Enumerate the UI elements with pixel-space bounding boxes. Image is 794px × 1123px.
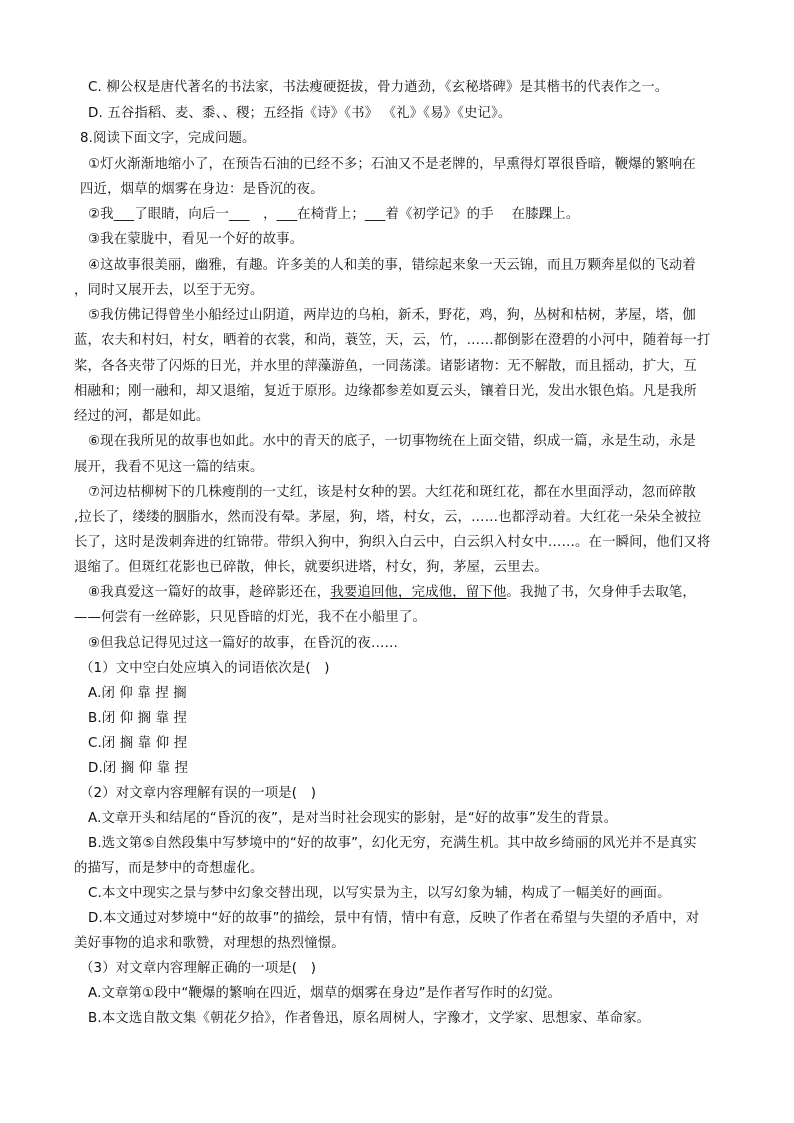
sub3-option-a: A.文章第①段中“鞭爆的繁响在四近，烟草的烟雾在身边”是作者写作时的幻觉。 — [88, 986, 562, 1001]
passage-p6-line1: ⑥现在我所见的故事也如此。水中的青天的底子，一切事物统在上面交错，织成一篇，永是生动，永是 — [88, 434, 696, 449]
passage-p7-line4: 退缩了。但斑红花影也已碎散，伸长，就要织进塔，村女，狗，茅屋，云里去。 — [74, 560, 548, 575]
passage-p5-line4: 相融和；刚一融和，却又退缩，复近于原形。边缘都参差如夏云头，镶着日光，发出水银色焰。凡是我所 — [74, 384, 697, 399]
prev-option-c: C. 柳公权是唐代著名的书法家，书法瘦硬挺拔，骨力遒劲，《玄秘塔碑》是其楷书的代表作之一。 — [88, 80, 669, 95]
passage-p7-line2: ,拉长了，缕缕的胭脂水，然而没有晕。茅屋，狗，塔，村女，云，……也都浮动着。大红花一朵朵全被拉 — [74, 510, 702, 525]
p8-underlined-phrase: 我要追回他，完成他，留下他 — [330, 585, 507, 600]
sub2-option-b-line2: 的描写，而是梦中的奇想虚化。 — [74, 861, 264, 876]
passage-p5-line1: ⑤我仿佛记得曾坐小船经过山阴道，两岸边的乌桕，新禾，野花，鸡，狗，丛树和枯树，茅屋，塔，伽 — [88, 308, 696, 323]
passage-p8-line1 — [88, 585, 728, 601]
passage-p4-line1: ④这故事很美丽，幽雅，有趣。许多美的人和美的事，错综起来象一天云锦，而且万颗奔星似的飞动着 — [88, 258, 696, 273]
sub2-stem: （2）对文章内容理解有误的一项是( ) — [80, 786, 317, 801]
passage-p1-line1: ①灯火渐渐地缩小了，在预告石油的已经不多；石油又不是老牌的，早熏得灯罩很昏暗，鞭爆的繁响在 — [88, 157, 696, 172]
passage-p9: ⑨但我总记得见过这一篇好的故事，在昏沉的夜…… — [88, 636, 399, 651]
passage-p8-line2: ——何尝有一丝碎影，只见昏暗的灯光，我不在小船里了。 — [74, 610, 427, 625]
passage-p3: ③我在蒙胧中，看见一个好的故事。 — [88, 232, 304, 247]
prev-option-d: D. 五谷指稻、麦、黍、、稷；五经指《诗》《书》 《礼》《易》《史记》。 — [88, 106, 512, 121]
passage-p2-blanks: ②我___了眼睛，向后一___ ，___在椅背上；___着《初学记》的手 在膝踝上。 — [88, 207, 580, 222]
sub1-stem: （1）文中空白处应填入的词语依次是( ) — [80, 661, 330, 676]
passage-p7-line1: ⑦河边枯柳树下的几株瘦削的一丈红，该是村女种的罢。大红花和斑红花，都在水里面浮动，忽而碎散 — [88, 485, 696, 500]
sub2-option-a: A.文章开头和结尾的“昏沉的夜”，是对当时社会现实的影射，是“好的故事”发生的背景。 — [88, 811, 618, 826]
sub2-option-c: C.本文中现实之景与梦中幻象交替出现，以写实景为主，以写幻象为辅，构成了一幅美好的画面。 — [88, 886, 671, 901]
sub3-stem: （3）对文章内容理解正确的一项是( ) — [80, 961, 317, 976]
passage-p4-line2: ，同时又展开去，以至于无穷。 — [74, 283, 264, 298]
sub3-option-b: B.本文选自散文集《朝花夕拾》，作者鲁迅，原名周树人，字豫才，文学家、思想家、革命家。 — [88, 1011, 651, 1026]
question-8-heading: 8.阅读下面文字，完成问题。 — [80, 131, 256, 146]
p8-text-after: 。我抛了书，欠身伸手去取笔， — [506, 585, 696, 600]
sub1-option-c: C.闭 搁 靠 仰 捏 — [88, 736, 188, 751]
sub1-option-b: B.闭 仰 搁 靠 捏 — [88, 711, 188, 726]
sub2-option-b-line1: B.选文第⑤自然段集中写梦境中的“好的故事”，幻化无穷，充满生机。其中故乡绮丽的风光并不是真实 — [88, 836, 697, 851]
sub2-option-d-line2: 美好事物的追求和歌赞，对理想的热烈憧憬。 — [74, 936, 345, 951]
passage-p5-line5: 经过的河，都是如此。 — [74, 409, 210, 424]
sub1-option-a: A.闭 仰 靠 捏 搁 — [88, 686, 187, 701]
passage-p6-line2: 展开，我看不见这一篇的结束。 — [74, 460, 264, 475]
sub2-option-d-line1: D.本文通过对梦境中“好的故事”的描绘，景中有情，情中有意，反映了作者在希望与失望的矛盾中，对 — [88, 911, 700, 926]
p8-text-before: ⑧我真爱这一篇好的故事，趁碎影还在， — [88, 585, 331, 600]
sub1-option-d: D.闭 搁 仰 靠 捏 — [88, 761, 189, 776]
passage-p1-line2: 四近，烟草的烟雾在身边：是昏沉的夜。 — [80, 182, 324, 197]
passage-p7-line3: 长了，这时是泼刺奔进的红锦带。带织入狗中，狗织入白云中，白云织入村女中……。在一瞬间，他们又将 — [74, 535, 711, 550]
passage-p5-line2: 蓝，农夫和村妇，村女，晒着的衣裳，和尚，蓑笠，天，云，竹，……都倒影在澄碧的小河中，随着每一打 — [74, 333, 711, 348]
passage-p5-line3: 桨，各各夹带了闪烁的日光，并水里的萍藻游鱼，一同荡漾。诸影诸物：无不解散，而且摇动，扩大，互 — [74, 359, 697, 374]
